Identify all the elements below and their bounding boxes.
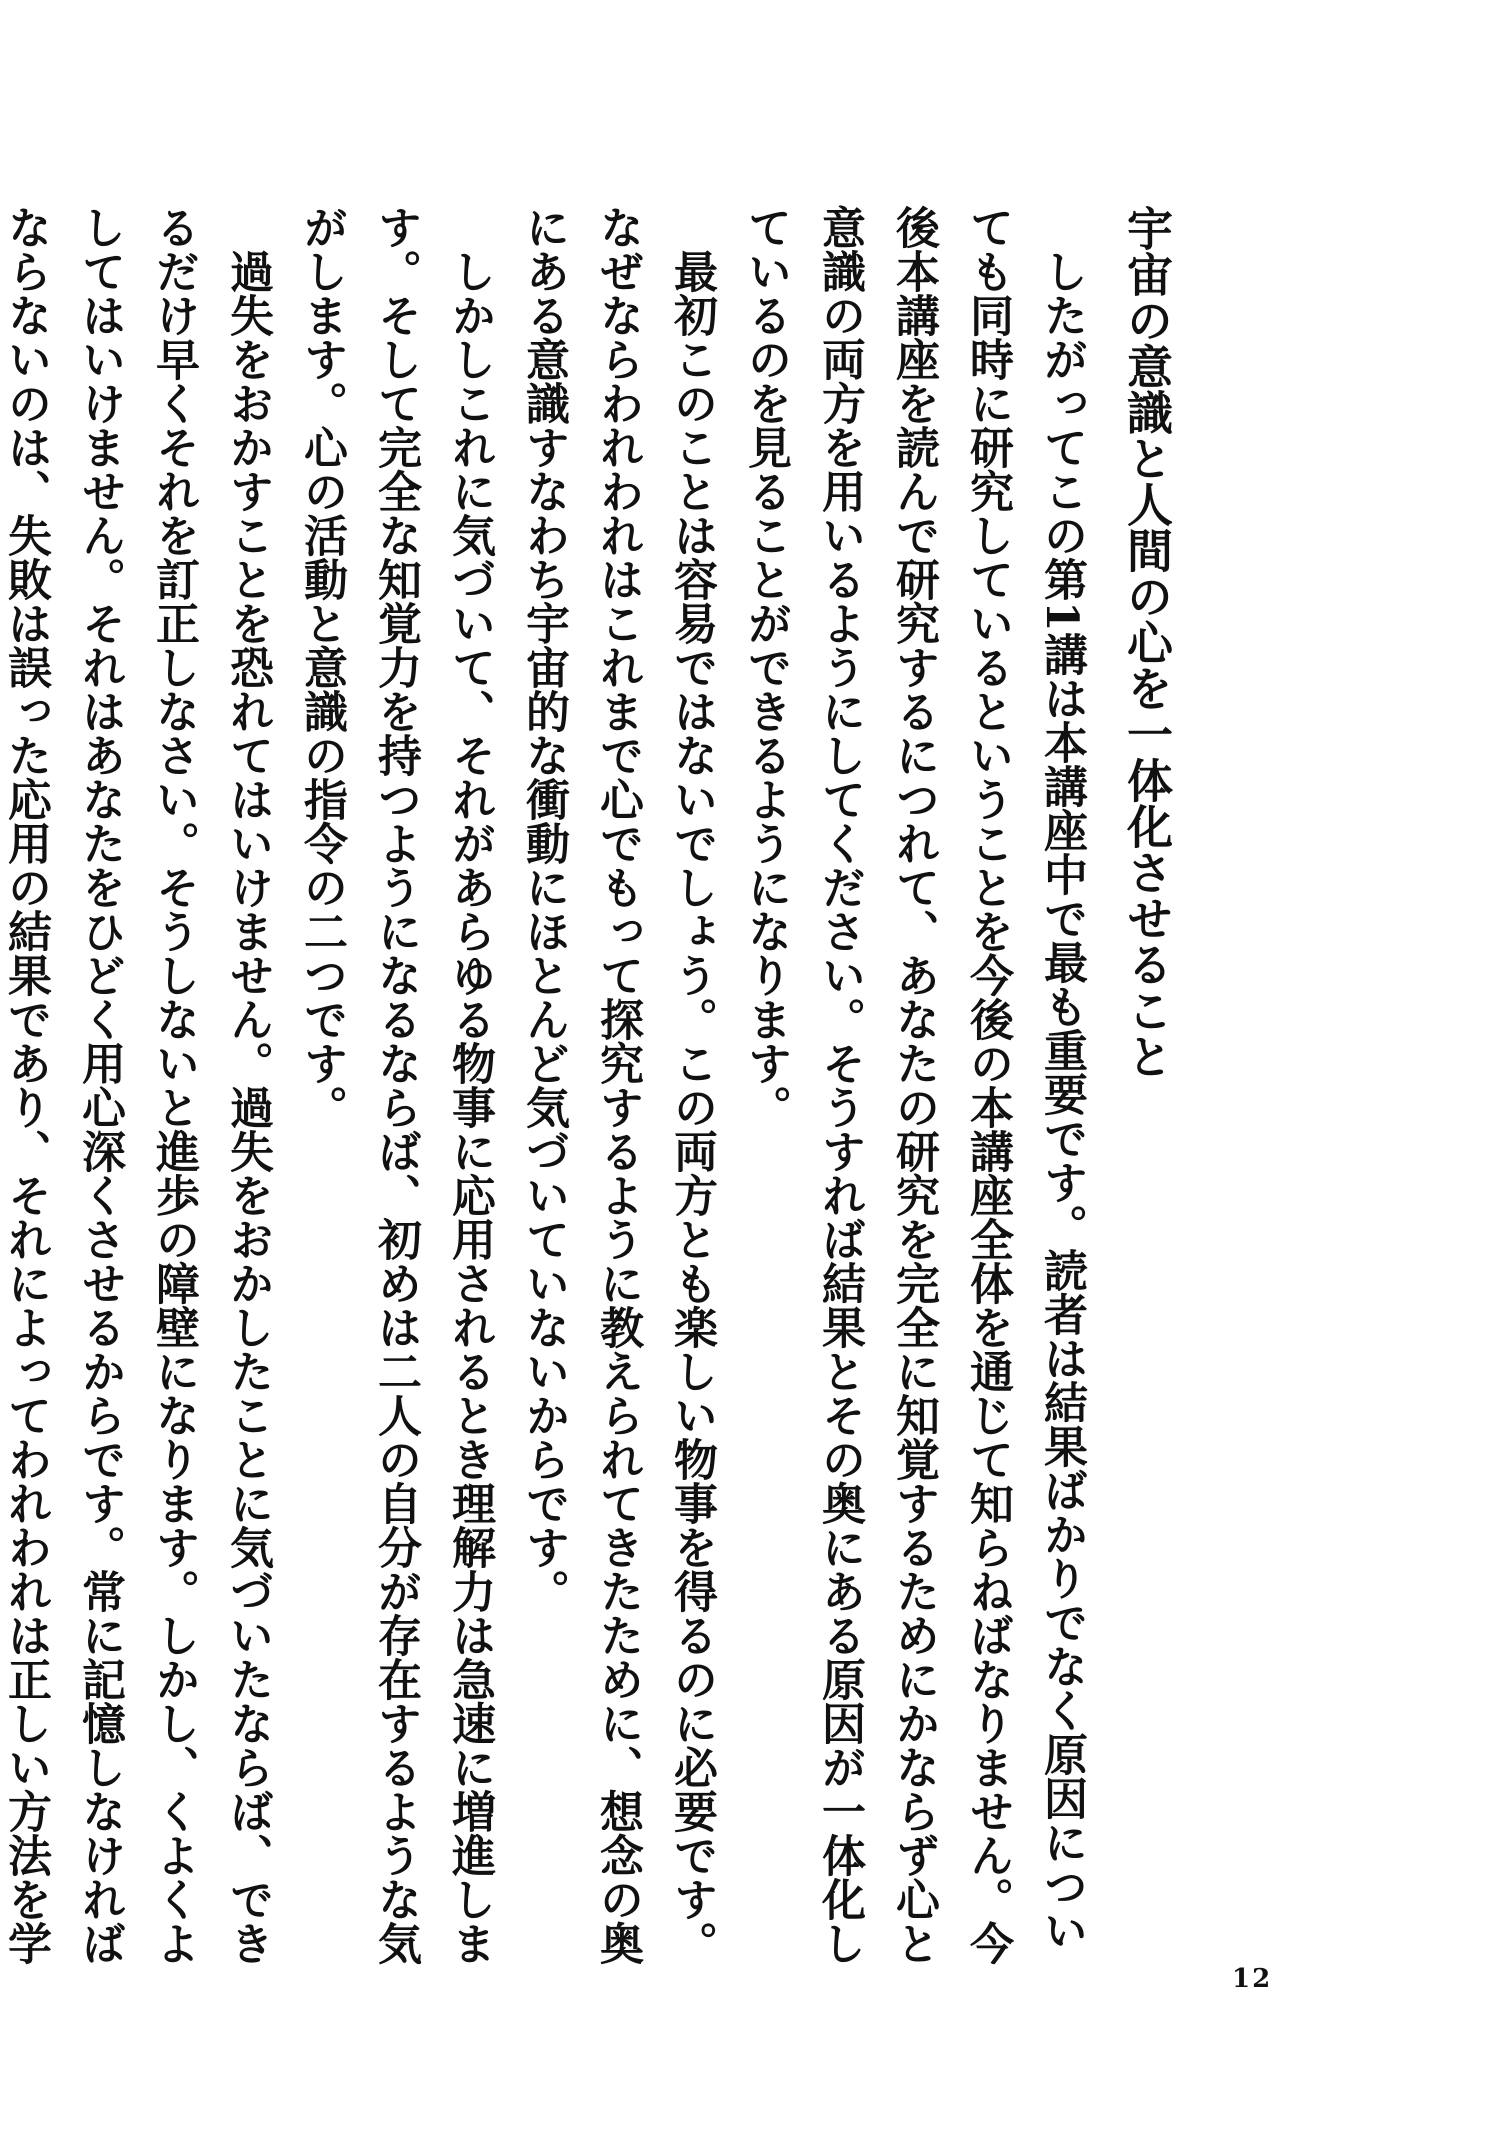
- vertical-text-block: [0, 205, 1184, 1965]
- paragraph-1: したがってこの第1講は本講座中で最も重要です。読者は結果ばかりでなく原因についても同時に研究しているということを今後の本講座全体を通じて知らねばなりません。今後本講座を読んで研究するにつれて、あなたの研究を完全に知覚するためにかならず心と意識の両方を用いるようにしてください。そうすれば結果とその奥にある原因が一体化しているのを見ることができるようになります。: [740, 205, 1087, 1965]
- paragraph-2: 最初このことは容易ではないでしょう。この両方とも楽しい物事を得るのに必要です。なぜならわれわれはこれまで心でもって探究するように教えられてきたために、想念の奥にある意識すなわち宇宙的な衝動にほとんど気づいていないからです。: [518, 205, 717, 1965]
- paragraph-4: 過失をおかすことを恐れてはいけません。過失をおかしたことに気づいたならば、できるだけ早くそれを訂正しなさい。そうしないと進歩の障壁になります。しかし、くよくよしてはいけません。それはあなたをひどく用心深くさせるからです。常に記憶しなければならないのは、失敗は誤った応用の結果であり、それによってわれわれは正しい方法を学: [0, 205, 273, 1965]
- paragraph-3: しかしこれに気づいて、それがあらゆる物事に応用されるとき理解力は急速に増進します。そして完全な知覚力を持つようになるならば、初めは二人の自分が存在するような気がします。心の活動と意識の指令の二つです。: [296, 205, 495, 1965]
- page-number: 12: [1232, 1964, 1273, 1994]
- section-heading: 宇宙の意識と人間の心を一体化させること: [1120, 205, 1174, 1079]
